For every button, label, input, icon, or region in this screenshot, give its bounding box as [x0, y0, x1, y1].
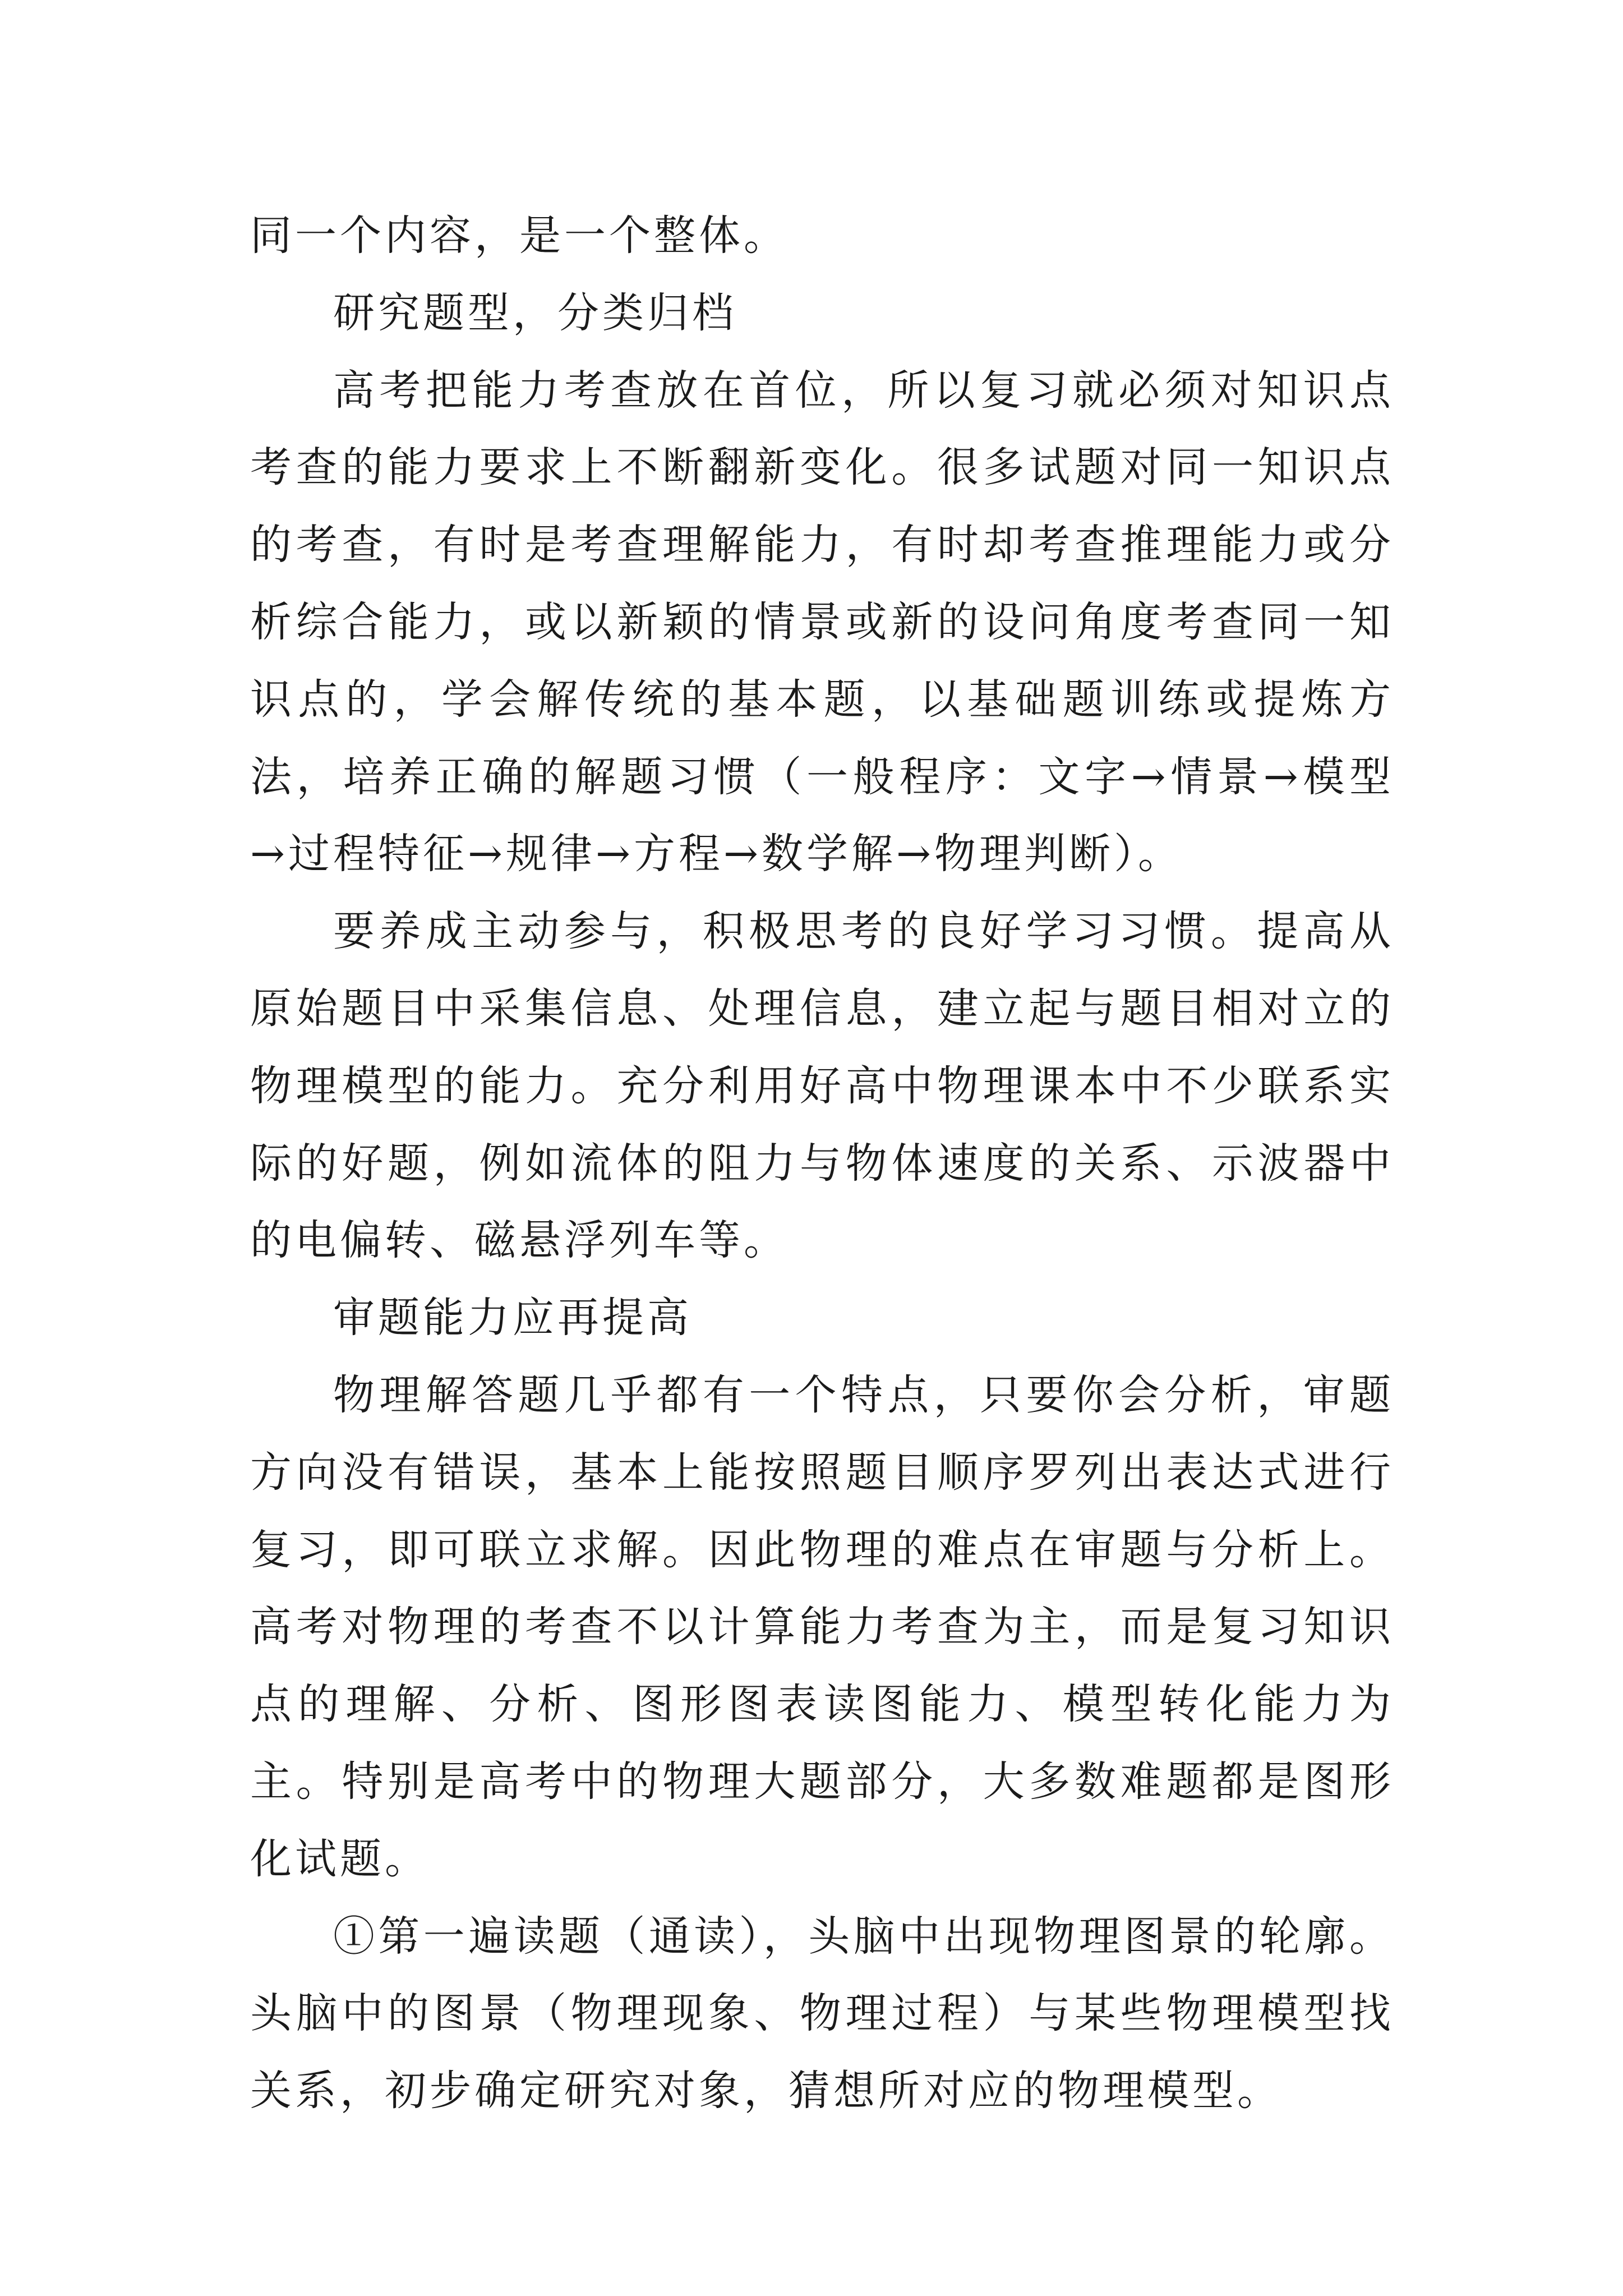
paragraph-problem-analysis: 物理解答题几乎都有一个特点，只要你会分析，审题方向没有错误，基本上能按照题目顺序罗列出表达式进行复习，即可联立求解。因此物理的难点在审题与分析上。高考对物理的考查不以计算能力考查为主，而是复习知识点的理解、分析、图形图表读图能力、模型转化能力为主。特别是高考中的物理大题部分，大多数难题都是图形化试题。 — [250, 1370, 1394, 1883]
paragraph-study-habits: 要养成主动参与，积极思考的良好学习习惯。提高从原始题目中采集信息、处理信息，建立起与题目相对立的物理模型的能力。充分利用好高中物理课本中不少联系实际的好题，例如流体的阻力与物体速度的关系、示波器中的电偏转、磁悬浮列车等。 — [250, 907, 1394, 1265]
paragraph-first-read: ①第一遍读题（通读），头脑中出现物理图景的轮廓。头脑中的图景（物理现象、物理过程）与某些物理模型找关系，初步确定研究对象，猜想所对应的物理模型。 — [250, 1912, 1394, 2115]
section-heading-reading-ability: 审题能力应再提高 — [333, 1294, 692, 1342]
section-heading-study-question-types: 研究题型，分类归档 — [333, 288, 737, 337]
paragraph-continuation: 同一个内容，是一个整体。 — [250, 211, 789, 260]
body-text — [250, 197, 1394, 2130]
paragraph-ability-assessment: 高考把能力考查放在首位，所以复习就必须对知识点考查的能力要求上不断翻新变化。很多试题对同一知识点的考查，有时是考查理解能力，有时却考查推理能力或分析综合能力，或以新颖的情景或新的设问角度考查同一知识点的，学会解传统的基本题，以基础题训练或提炼方法，培养正确的解题习惯（一般程序：文字→情景→模型→过程特征→规律→方程→数学解→物理判断）。 — [250, 366, 1394, 878]
